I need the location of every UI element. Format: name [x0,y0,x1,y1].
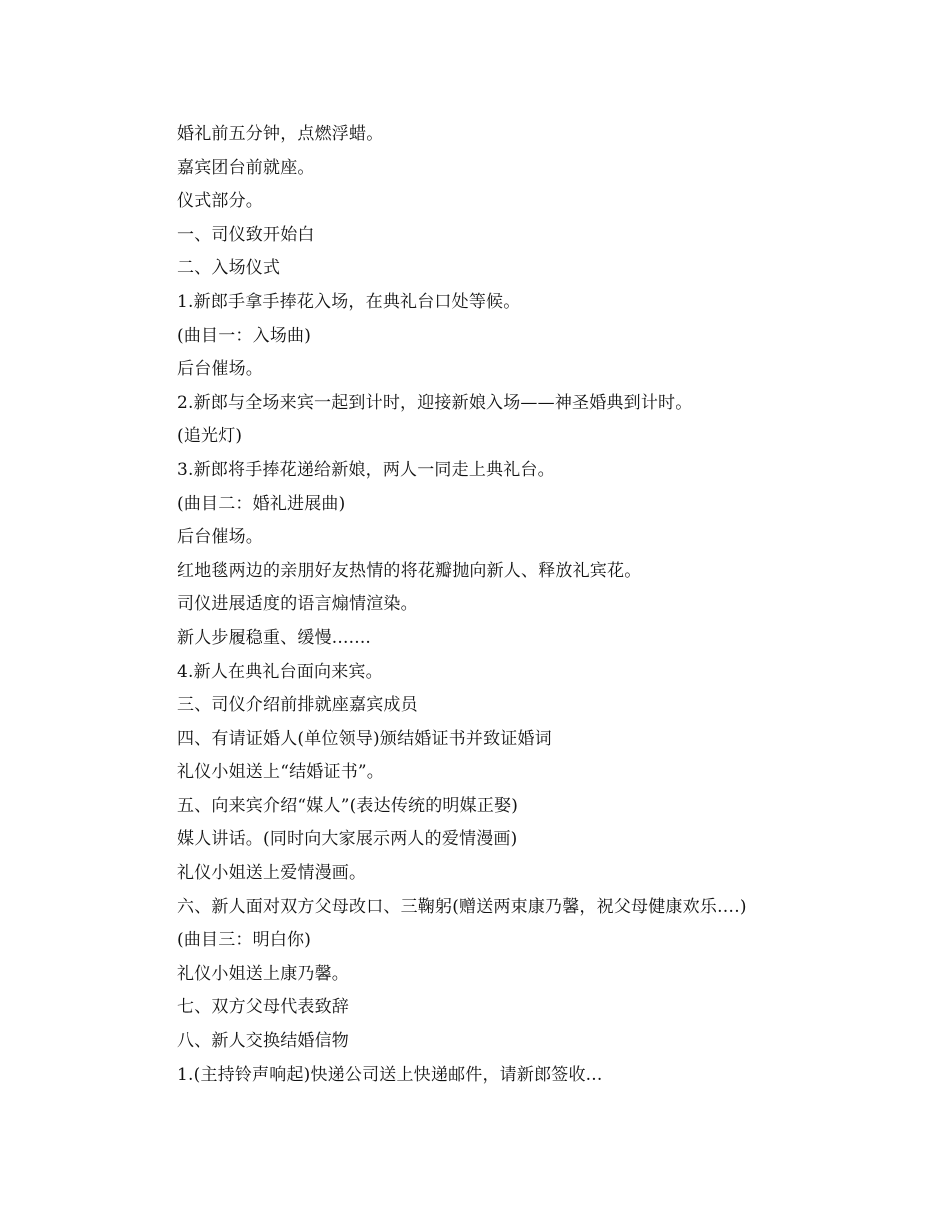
text-line: (追光灯) [177,426,243,447]
text-line: 红地毯两边的亲朋好友热情的将花瓣抛向新人、释放礼宾花。 [177,560,642,581]
text-line: 1.(主持铃声响起)快递公司送上快递邮件，请新郎签收... [177,1064,603,1085]
text-line: 礼仪小姐送上“结婚证书”。 [177,762,384,783]
section-heading: 四、有请证婚人(单位领导)颁结婚证书并致证婚词 [177,728,552,749]
section-heading: 八、新人交换结婚信物 [177,1031,349,1052]
section-heading: 三、司仪介绍前排就座嘉宾成员 [177,695,418,716]
text-line: 3.新郎将手捧花递给新娘，两人一同走上典礼台。 [177,459,555,480]
text-line: 1.新郎手拿手捧花入场，在典礼台口处等候。 [177,291,521,312]
text-line: (曲目三：明白你) [177,930,312,951]
document-body [177,118,877,1092]
text-line: 新人步履稳重、缓慢....... [177,627,372,648]
text-line: 司仪进展适度的语言煽情渲染。 [177,594,418,615]
text-line: 4.新人在典礼台面向来宾。 [177,661,383,682]
section-heading: 二、入场仪式 [177,258,281,279]
text-line: 后台催场。 [177,359,263,380]
section-heading: 一、司仪致开始白 [177,224,315,245]
text-line: 礼仪小姐送上爱情漫画。 [177,863,367,884]
text-line: 礼仪小姐送上康乃馨。 [177,963,349,984]
section-heading: 七、双方父母代表致辞 [177,997,349,1018]
text-line: 嘉宾团台前就座。 [177,157,315,178]
text-line: (曲目一：入场曲) [177,325,312,346]
text-line: 2.新郎与全场来宾一起到计时，迎接新娘入场——神圣婚典到计时。 [177,392,693,413]
text-line: 仪式部分。 [177,191,263,212]
text-line: 媒人讲话。(同时向大家展示两人的爱情漫画) [177,829,518,850]
text-line: 婚礼前五分钟，点燃浮蜡。 [177,124,384,144]
text-line: (曲目二：婚礼进展曲) [177,493,346,514]
section-heading: 五、向来宾介绍“媒人”(表达传统的明媒正娶) [177,795,519,816]
section-heading: 六、新人面对双方父母改口、三鞠躬(赠送两束康乃馨，祝父母健康欢乐….) [177,896,747,917]
text-line: 后台催场。 [177,527,263,548]
